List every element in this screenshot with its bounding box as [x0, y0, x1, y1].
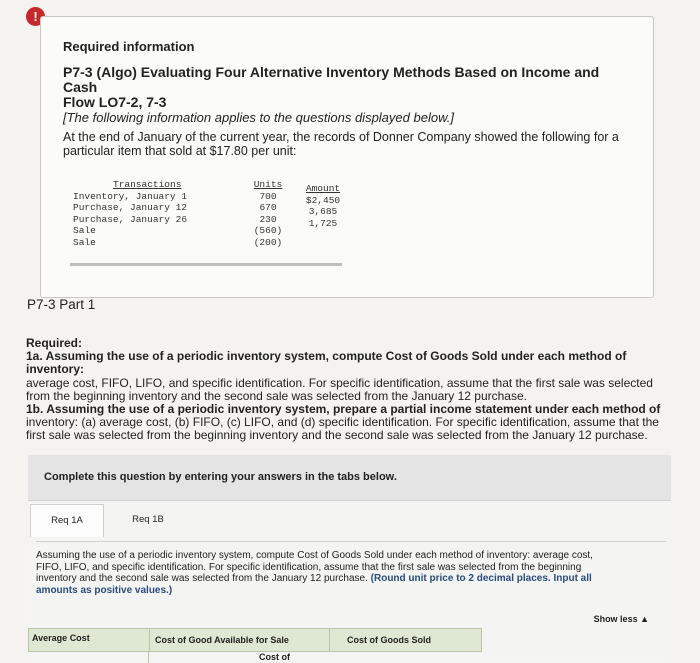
required-line: average cost, FIFO, LIFO, and specific identification. For specific identification, assume that the first sale was selected [26, 375, 653, 390]
units-cell: (200) [253, 236, 283, 248]
required-line: 1a. Assuming the use of a periodic inventory system, compute Cost of Goods Sold under each method of inventory: [26, 349, 627, 377]
units-cell: 670 [259, 202, 277, 213]
tab-req-1a[interactable]: Req 1A [30, 504, 104, 537]
info-note: [The following information applies to the questions displayed below.] [63, 110, 454, 125]
intro-text: At the end of January of the current year, the records of Donner Company showed the following for a particular item that sold at $17.80 per unit: [63, 130, 619, 158]
tab-instructions: Assuming the use of a periodic inventory system, compute Cost of Goods Sold under each method of inventory: average cost, FIFO, LIFO, and specific identification. For specific identification, assume that the first sale was selected from the beginning inventory and the second sale was selected from the January 12 purchase. (Round unit price to 2 decimal places. Input all amounts as positive values.) [36, 550, 593, 596]
amount-cell: $2,450 [305, 194, 341, 206]
required-line: inventory: (a) average cost, (b) FIFO, (c) LIFO, and (d) specific identification. For specific identification, assume that the [26, 415, 659, 430]
table-row: Inventory, January 1 [73, 190, 188, 202]
transactions-header: Transactions [113, 179, 182, 190]
transactions-column [73, 179, 223, 248]
table-row: Purchase, January 12 [73, 202, 188, 213]
required-heading: Required: [26, 336, 83, 350]
average-cost-header: Average Cost [32, 633, 90, 643]
answer-tabs-panel [28, 500, 671, 661]
units-cell: 700 [259, 190, 277, 202]
tab-req-1b[interactable]: Req 1B [132, 514, 164, 525]
part-label: P7-3 Part 1 [27, 297, 96, 312]
amount-cell: 3,685 [308, 206, 338, 217]
tab-content [36, 541, 666, 596]
units-column [248, 179, 288, 248]
problem-title: P7-3 (Algo) Evaluating Four Alternative Inventory Methods Based on Income and Cash Flow LO7-2, 7-3 [63, 64, 600, 110]
required-section [26, 337, 676, 443]
show-less-link[interactable]: Show less ▲ [593, 614, 649, 624]
required-information-heading: Required information [63, 39, 195, 54]
column-divider [329, 629, 330, 651]
amount-cell: 1,725 [308, 217, 338, 229]
cogs-header: Cost of Goods Sold [347, 635, 431, 645]
answer-table-subheader: Cost of [148, 651, 481, 663]
complete-question-text: Complete this question by entering your answers in the tabs below. [44, 471, 397, 483]
alert-icon: ! [26, 7, 45, 26]
required-line: first sale was selected from the beginning inventory and the second sale was selected from the January 12 purchase. [26, 428, 648, 443]
required-line: from the beginning inventory and the second sale was selected from the January 12 purchase. [26, 388, 527, 403]
required-line: 1b. Assuming the use of a periodic inventory system, prepare a partial income statement under each method of [26, 402, 661, 417]
column-divider [149, 629, 150, 651]
units-cell: 230 [259, 213, 277, 225]
amount-header: Amount [305, 183, 341, 194]
amount-column [298, 183, 348, 229]
units-cell: (560) [253, 225, 283, 236]
answer-table-header [28, 628, 482, 652]
table-row: Sale [73, 225, 96, 236]
cost-available-header: Cost of Good Available for Sale [155, 635, 289, 645]
required-information-panel [40, 16, 654, 298]
units-header: Units [253, 179, 283, 190]
table-row: Purchase, January 26 [73, 213, 188, 225]
table-divider [70, 263, 342, 266]
table-row: Sale [73, 236, 96, 248]
